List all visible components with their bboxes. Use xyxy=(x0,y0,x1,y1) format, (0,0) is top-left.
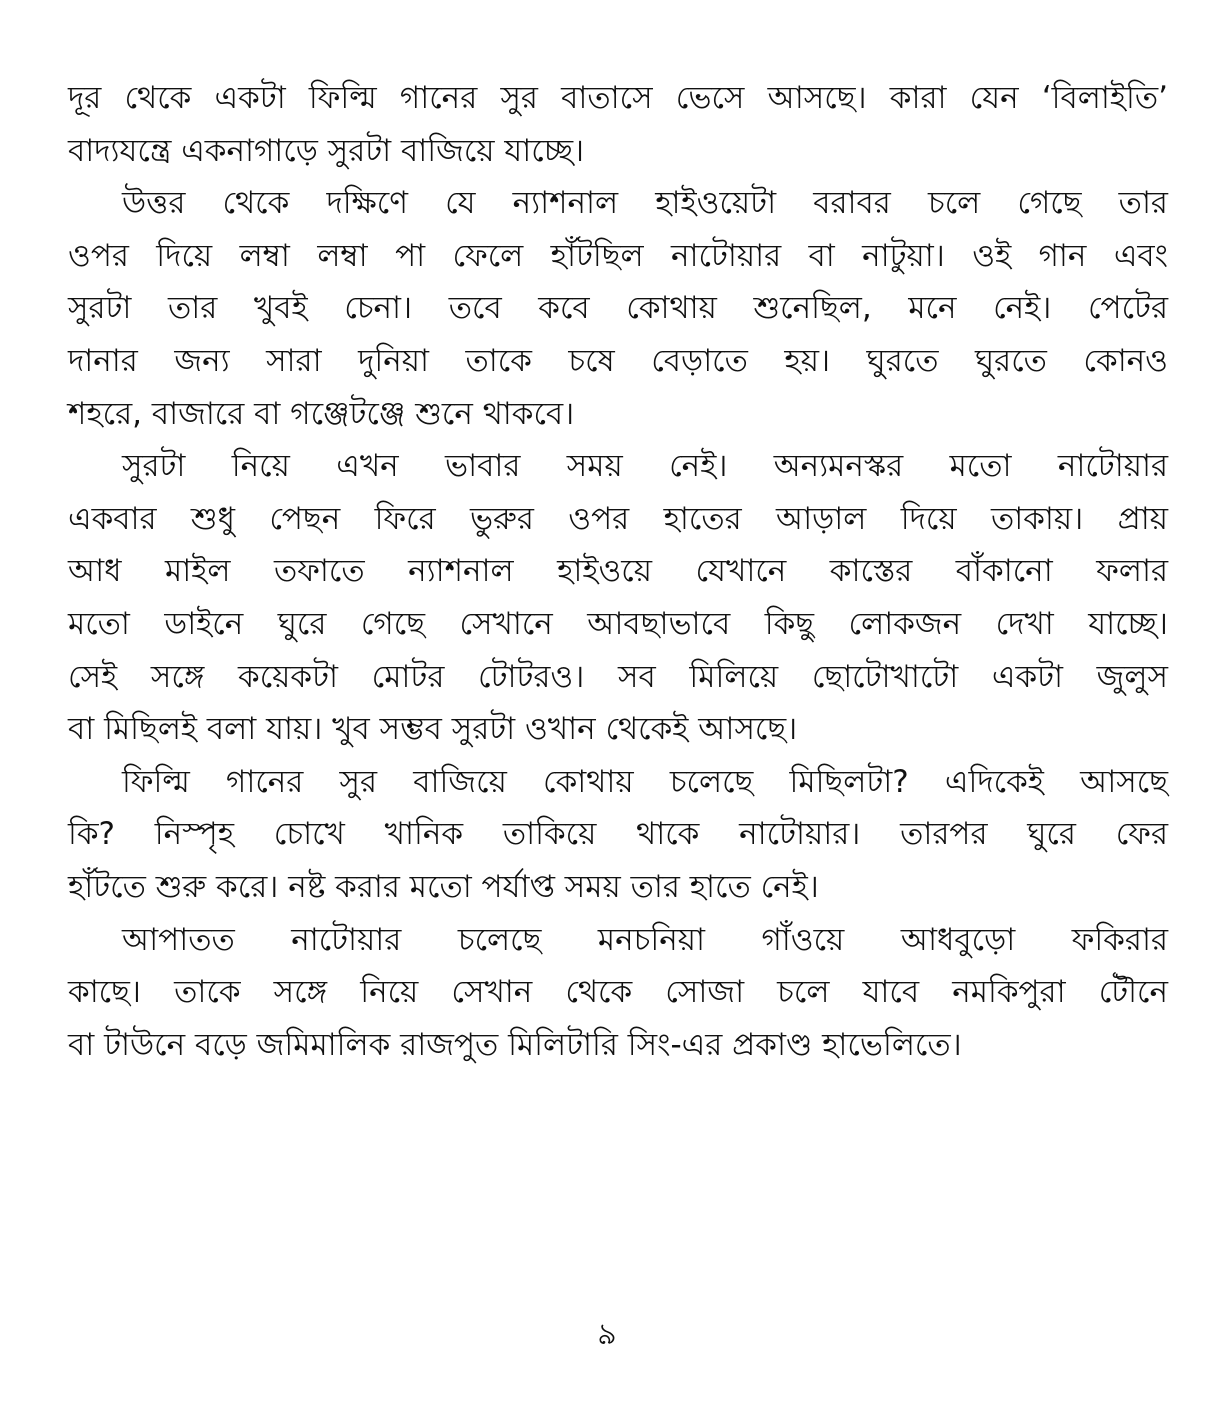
text-line: কাছে। তাকে সঙ্গে নিয়ে সেখান থেকে সোজা চলে যাবে নমকিপুরা টৌনে xyxy=(68,974,1168,1011)
text-line: ফিল্মি গানের সুর বাজিয়ে কোথায় চলেছে মিছিলটা? এদিকেই আসছে xyxy=(122,763,1168,800)
text-line: শহরে, বাজারে বা গঞ্জেটঞ্জে শুনে থাকবে। xyxy=(68,395,575,432)
text-line: সুরটা তার খুবই চেনা। তবে কবে কোথায় শুনেছিল, মনে নেই। পেটের xyxy=(68,290,1168,327)
paragraph-3 xyxy=(68,440,1168,756)
text-line: কি? নিস্পৃহ চোখে খানিক তাকিয়ে থাকে নাটোয়ার। তারপর ঘুরে ফের xyxy=(68,816,1168,853)
paragraph-2 xyxy=(68,177,1168,440)
paragraph-4 xyxy=(68,756,1168,914)
text-line: বা টাউনে বড়ে জমিমালিক রাজপুত মিলিটারি সিং-এর প্রকাণ্ড হাভেলিতে। xyxy=(68,1026,962,1063)
paragraph-5 xyxy=(68,914,1168,1072)
text-line: মতো ডাইনে ঘুরে গেছে সেখানে আবছাভাবে কিছু লোকজন দেখা যাচ্ছে। xyxy=(68,605,1168,642)
text-line: দূর থেকে একটা ফিল্মি গানের সুর বাতাসে ভেসে আসছে। কারা যেন ‘বিলাইতি’ xyxy=(68,80,1168,116)
page-body xyxy=(68,72,1168,1071)
page-number: ৯ xyxy=(597,1317,617,1352)
text-line: ওপর দিয়ে লম্বা লম্বা পা ফেলে হাঁটছিল নাটোয়ার বা নাটুয়া। ওই গান এবং xyxy=(68,237,1168,274)
text-line: দানার জন্য সারা দুনিয়া তাকে চষে বেড়াতে হয়। ঘুরতে ঘুরতে কোনও xyxy=(68,342,1168,379)
text-line: হাঁটতে শুরু করে। নষ্ট করার মতো পর্যাপ্ত সময় তার হাতে নেই। xyxy=(68,868,819,905)
text-line: বাদ্যযন্ত্রে একনাগাড়ে সুরটা বাজিয়ে যাচ্ছে। xyxy=(68,132,585,169)
text-line: উত্তর থেকে দক্ষিণে যে ন্যাশনাল হাইওয়েটা বরাবর চলে গেছে তার xyxy=(122,185,1168,222)
text-line: একবার শুধু পেছন ফিরে ভুরুর ওপর হাতের আড়াল দিয়ে তাকায়। প্রায় xyxy=(68,500,1168,537)
text-line: বা মিছিলই বলা যায়। খুব সম্ভব সুরটা ওখান থেকেই আসছে। xyxy=(68,711,798,748)
paragraph-1 xyxy=(68,72,1168,177)
text-line: সেই সঙ্গে কয়েকটা মোটর টোটরও। সব মিলিয়ে ছোটোখাটো একটা জুলুস xyxy=(68,658,1168,695)
text-line: আপাতত নাটোয়ার চলেছে মনচনিয়া গাঁওয়ে আধবুড়ো ফকিরার xyxy=(122,921,1168,958)
text-line: আধ মাইল তফাতে ন্যাশনাল হাইওয়ে যেখানে কাস্তের বাঁকানো ফলার xyxy=(68,553,1168,590)
text-line: সুরটা নিয়ে এখন ভাবার সময় নেই। অন্যমনস্কর মতো নাটোয়ার xyxy=(122,448,1168,485)
